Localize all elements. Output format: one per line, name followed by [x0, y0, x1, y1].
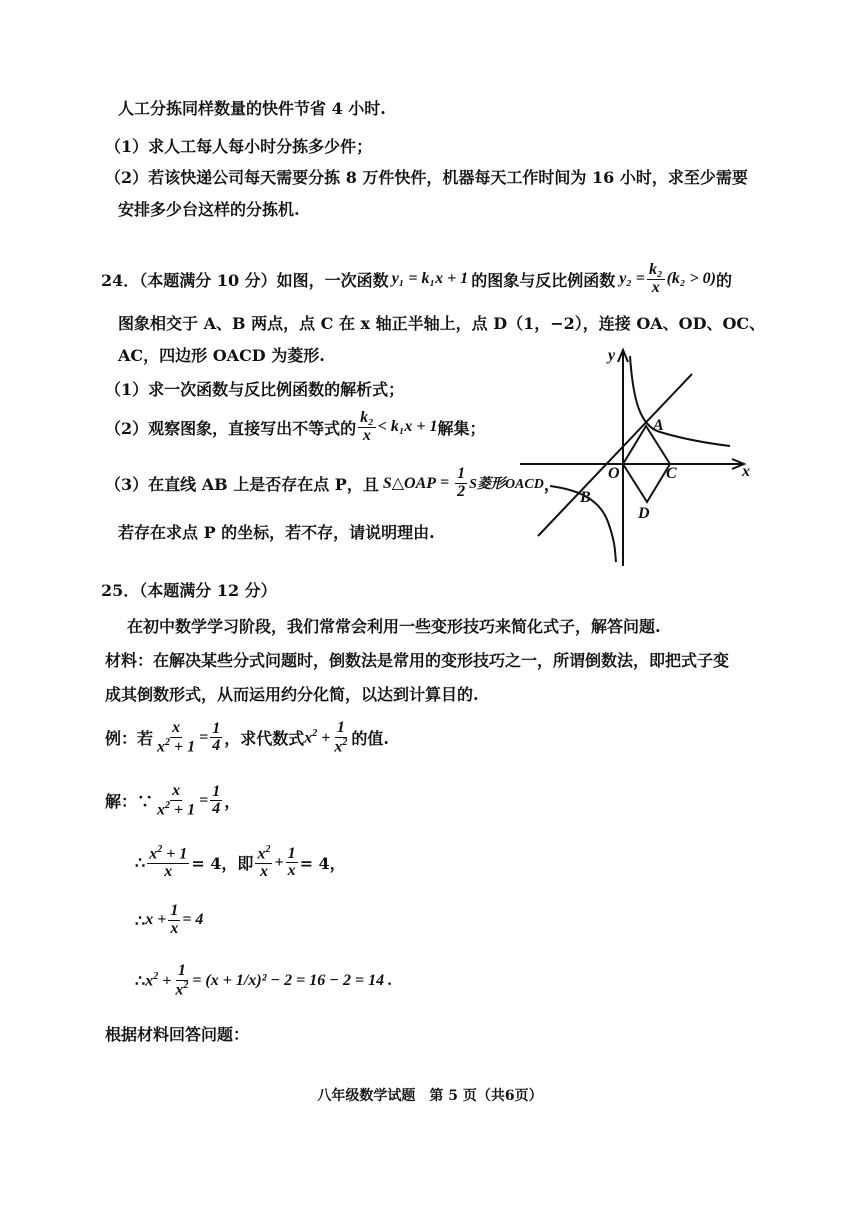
q25-example: 例：若 $\frac{x}{x^2 + 1}$ = $\frac{1}{4}$ ，求代数式 $x^2$ + $\frac{1}{x^2}$ 的值.	[105, 719, 389, 756]
label-o: O	[608, 465, 620, 482]
q24-mid: 的图象与反比例函数	[471, 270, 616, 290]
q24-line2: 图象相交于 A、B 两点，点 C 在 x 轴正半轴上，点 D（1，−2），连接 OA、OD、OC、	[118, 314, 766, 333]
example-frac-right: $\frac{1}{4}$	[212, 719, 221, 755]
q24-sub2-post: 解集；	[437, 418, 486, 438]
q24-figure	[520, 340, 760, 570]
q24-line3: AC，四边形 OACD 为菱形.	[118, 346, 325, 365]
q24-sub2-pre: （2）观察图象，直接写出不等式的	[105, 418, 357, 438]
label-a: A	[653, 417, 664, 434]
q24-func1: y₁ = k₁x + 1	[391, 270, 469, 288]
q24-sub2-frac	[358, 410, 376, 445]
q24-end: 的	[715, 270, 732, 290]
q24-frac-k2-x	[647, 262, 665, 297]
step3-val: = 4	[182, 911, 204, 929]
q24-comma: ，	[543, 474, 560, 494]
q24-sub3	[105, 466, 560, 501]
q24-head-text: 24．（本题满分 10 分）如图，一次函数	[101, 270, 389, 290]
q23-sub2-line2: 安排多少台这样的分拣机.	[118, 200, 300, 219]
q25-p1: 在初中数学学习阶段，我们常常会利用一些变形技巧来简化式子，解答问题.	[127, 617, 661, 636]
q24-s-oap: S△OAP	[382, 475, 437, 493]
label-b: B	[580, 489, 591, 506]
q24-head	[101, 262, 732, 297]
q24-sub1: （1）求一次函数与反比例函数的解析式；	[105, 380, 405, 399]
label-x: x	[742, 463, 750, 480]
example-frac-left: $\frac{x}{x^2 + 1}$	[157, 719, 196, 756]
step2-val: = 4，即	[191, 854, 254, 874]
solution-step4: ∴ $x^2$ + $\frac{1}{x^2}$ = (x + 1/x)² − 2 = 16 − 2 = 14 .	[135, 962, 393, 999]
q23-sub1: （1）求人工每人每小时分拣多少件；	[105, 137, 373, 156]
intro-line: 人工分拣同样数量的快件节省 4 小时.	[118, 99, 386, 118]
q25-head: 25．（本题满分 12 分）	[101, 581, 277, 600]
therefore-2: ∴	[135, 853, 146, 873]
solution-step2: ∴ $\frac{x^2 + 1}{x}$ = 4，即 $\frac{x^2}{x}$ + $\frac{1}{x}$ = 4，	[135, 844, 346, 881]
q25-p2-line2: 成其倒数形式，从而运用约分化简，以达到计算目的.	[105, 685, 479, 704]
solution-step3: ∴ x + $\frac{1}{x}$ = 4	[135, 902, 204, 937]
step2-end: = 4，	[299, 854, 346, 874]
solution-label: 解：∵	[105, 792, 154, 812]
label-y: y	[608, 347, 616, 364]
q24-eq: =	[440, 474, 450, 492]
q24-sub2-frac-den: x	[362, 426, 371, 444]
step4-val: = (x + 1/x)² − 2 = 16 − 2 = 14 .	[192, 971, 393, 989]
q24-frac-den: x	[651, 278, 660, 296]
therefore-3: ∴	[135, 910, 146, 930]
q25-closing: 根据材料回答问题：	[105, 1025, 250, 1044]
q24-y2: y₂ =	[619, 270, 645, 288]
label-c: C	[666, 465, 677, 482]
label-d: D	[638, 505, 650, 522]
q24-s-rhombus: S菱形OACD	[469, 477, 544, 493]
q24-cond: (k₂ > 0)	[666, 270, 716, 288]
solution-step1: 解：∵ $\frac{x}{x^2 + 1}$ = $\frac{1}{4}$ ，	[105, 782, 241, 819]
page-footer: 八年级数学试题 第 5 页（共6页）	[317, 1088, 543, 1104]
q24-half-num: 1	[457, 465, 466, 482]
hyperbola-branch-1	[630, 356, 730, 446]
q24-half	[455, 466, 467, 501]
therefore-4: ∴	[135, 971, 146, 991]
example-frac-target: $\frac{1}{x^2}$	[334, 719, 348, 756]
q25-p2-line1: 材料：在解决某些分式问题时，倒数法是常用的变形技巧之一，所谓倒数法，即把式子变	[105, 651, 730, 670]
q23-sub2-line1: （2）若该快递公司每天需要分拣 8 万件快件，机器每天工作时间为 16 小时，求至少需要	[105, 168, 748, 187]
q24-frac-num: k₂	[649, 261, 663, 278]
example-label: 例：若	[105, 729, 154, 749]
q24-sub3-line2: 若存在求点 P 的坐标，若不存，请说明理由.	[118, 523, 435, 542]
q24-half-den: 2	[457, 482, 466, 500]
q24-sub2-frac-num: k₂	[360, 409, 374, 426]
example-mid: ，求代数式	[224, 729, 305, 749]
q24-sub2-ineq: < k₁x + 1	[377, 418, 438, 436]
q24-sub2	[105, 410, 486, 445]
q24-sub3-pre: （3）在直线 AB 上是否存在点 P，且	[105, 474, 379, 494]
example-end: 的值.	[351, 729, 389, 749]
linear-function-line	[538, 374, 692, 536]
